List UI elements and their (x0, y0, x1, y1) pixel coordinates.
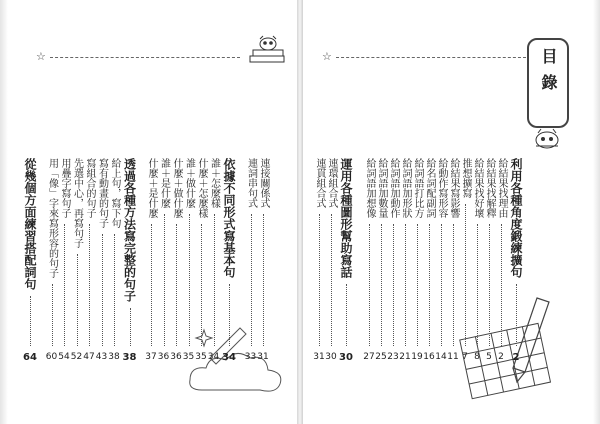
toc-entry: 給結果找解釋 (484, 158, 495, 218)
toc-entry: 先選中心，再寫句子 (71, 158, 83, 248)
toc-entry: 用疊字寫句子 (59, 158, 70, 218)
toc-leader-dots (151, 224, 152, 346)
toc-page-number: 47 (83, 352, 95, 362)
page-edge-left (0, 0, 8, 424)
page-edge-right (593, 0, 600, 424)
toc-entry: 什麼＋怎麼樣 (196, 158, 207, 218)
toc-entry: 連環組合式 (326, 158, 337, 208)
toc-page-number: 36 (170, 352, 182, 362)
toc-leader-dots (214, 214, 215, 346)
toc-page-number: 14 (435, 352, 447, 362)
toc-leader-dots (77, 254, 78, 346)
toc-leader-dots (429, 224, 430, 346)
toc-page-number: 34 (207, 352, 220, 362)
toc-entry: 寫組合的句子 (84, 158, 95, 218)
toc-leader-dots (405, 224, 406, 346)
toc-page-number: 34 (222, 352, 236, 363)
toc-entry: 給名詞配副詞 (424, 158, 435, 218)
toc-page-number: 54 (58, 352, 70, 362)
toc-entry: 連詞串句式 (245, 158, 257, 208)
toc-leader-dots (441, 224, 442, 346)
toc-page-number: 30 (325, 352, 337, 362)
toc-leader-dots (501, 224, 502, 346)
toc-leader-dots (465, 204, 466, 346)
toc-leader-dots (346, 284, 347, 346)
toc-leader-dots (251, 214, 252, 346)
toc-leader-dots (52, 284, 53, 346)
toc-page-number: 31 (313, 352, 325, 362)
toc-page-number: 35 (182, 352, 195, 362)
toc-leader-dots (130, 308, 131, 346)
star-icon: ☆ (36, 50, 46, 63)
toc-page-number: 60 (45, 352, 58, 362)
decorative-dashed-line (336, 57, 526, 58)
toc-leader-dots (381, 224, 382, 346)
toc-leader-dots (64, 224, 65, 346)
toc-title-box (527, 38, 569, 128)
toc-entry: 什麼＋做什麼 (171, 158, 182, 218)
toc-page-number: 31 (257, 352, 269, 362)
toc-leader-dots (477, 224, 478, 346)
toc-leader-dots (189, 214, 190, 346)
toc-leader-dots (102, 234, 103, 346)
toc-leader-dots (201, 224, 202, 346)
toc-page-number: 33 (244, 352, 257, 362)
toc-leader-dots (453, 224, 454, 346)
toc-leader-dots (229, 284, 230, 346)
pencil-grid-illustration (455, 290, 565, 410)
toc-entry: 誰＋是什麼 (158, 158, 170, 208)
toc-page-number: 64 (23, 352, 37, 363)
toc-entry: 給動作寫形容 (436, 158, 447, 218)
toc-entry: 推想擴寫 (460, 158, 471, 198)
toc-entry: 給詞語加形狀 (400, 158, 411, 218)
toc-title: 目錄 (539, 48, 558, 100)
toc-leader-dots (489, 224, 490, 346)
toc-page-number: 23 (387, 352, 399, 362)
toc-entry: 給詞語加動作 (388, 158, 399, 218)
toc-leader-dots (417, 224, 418, 346)
toc-entry: 給結果找好壞 (472, 158, 483, 218)
toc-page-number: 30 (339, 352, 353, 363)
toc-entry: 什麼＋是什麼 (146, 158, 157, 218)
toc-entry: 連貫組合式 (314, 158, 325, 208)
toc-entry: 誰＋怎麼樣 (208, 158, 220, 208)
toc-entry: 給結果找理由 (496, 158, 507, 218)
toc-page-number: 38 (122, 352, 137, 363)
toc-leader-dots (263, 214, 264, 346)
toc-leader-dots (393, 224, 394, 346)
decorative-dashed-line (50, 57, 240, 58)
toc-entry: 連接關係式 (258, 158, 269, 208)
toc-entry: 寫有動畫的句子 (96, 158, 108, 228)
toc-page-number: 11 (447, 352, 459, 362)
owl-illustration (532, 126, 562, 150)
toc-page-number: 2 (498, 352, 504, 362)
toc-page-number: 52 (70, 352, 83, 362)
toc-page-number: 36 (157, 352, 170, 362)
toc-entry: 給詞語加想像 (364, 158, 375, 218)
toc-page-number: 38 (108, 352, 120, 362)
toc-section-heading: 透過各種方法寫完整的句子 (122, 158, 137, 302)
toc-leader-dots (30, 296, 31, 346)
toc-page-number: 19 (411, 352, 423, 362)
toc-entry: 給詞語加數量 (376, 158, 387, 218)
toc-leader-dots (369, 224, 370, 346)
toc-section-heading: 依據不同形式寫基本句 (222, 158, 236, 278)
toc-section-heading: 利用各種角度鍛練擴句 (509, 158, 523, 278)
toc-page-number: 16 (423, 352, 435, 362)
toc-entry: 用「像」字來寫形容的句子 (46, 158, 58, 278)
toc-leader-dots (89, 224, 90, 346)
toc-page-number: 27 (363, 352, 375, 362)
toc-page-number: 25 (375, 352, 387, 362)
owl-books-illustration (246, 34, 290, 68)
toc-page-number: 37 (145, 352, 157, 362)
toc-leader-dots (176, 224, 177, 346)
star-icon: ☆ (322, 50, 332, 63)
toc-page-number: 35 (195, 352, 207, 362)
toc-entry: 誰＋做什麼 (183, 158, 195, 208)
toc-leader-dots (516, 284, 517, 346)
toc-entry: 給詞語打比方 (412, 158, 423, 218)
toc-entry: 給上句，寫下句 (109, 158, 120, 228)
toc-page-number: 8 (474, 352, 480, 362)
toc-page-number: 21 (399, 352, 411, 362)
toc-section-heading: 從幾個方面練習搭配詞句 (23, 158, 37, 290)
toc-page-number: 7 (462, 352, 468, 362)
toc-entry: 給結果寫影響 (448, 158, 459, 218)
toc-page-number: 43 (95, 352, 108, 362)
toc-leader-dots (319, 214, 320, 346)
toc-leader-dots (114, 234, 115, 346)
toc-leader-dots (164, 214, 165, 346)
toc-page-number: 2 (512, 352, 520, 363)
toc-leader-dots (331, 214, 332, 346)
toc-section-heading: 運用各種圖形幫助寫話 (339, 158, 353, 278)
toc-page-number: 5 (486, 352, 492, 362)
